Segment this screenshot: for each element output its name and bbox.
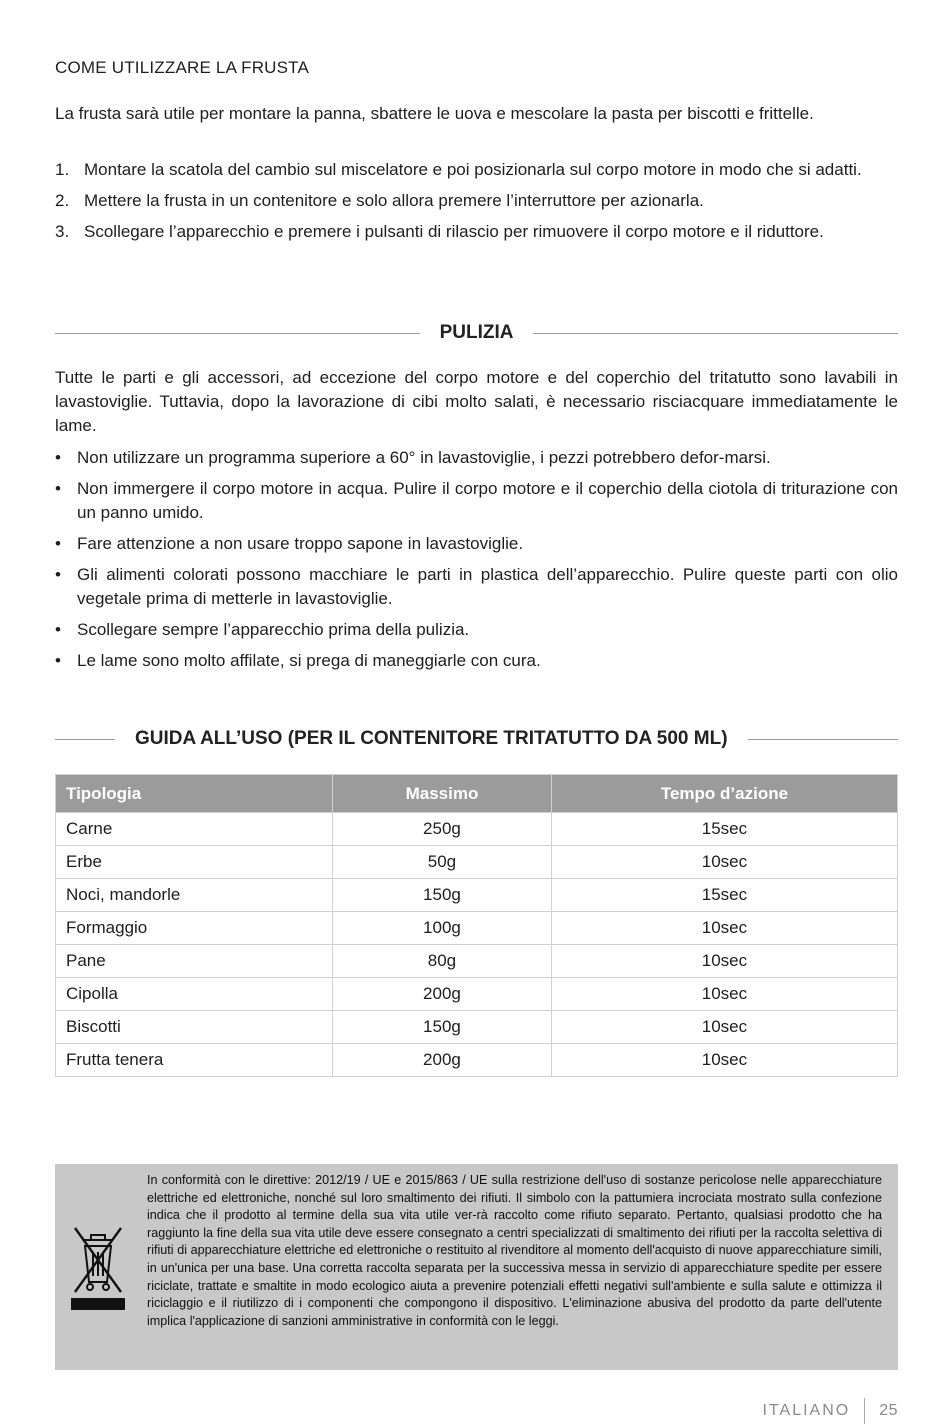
whisk-heading: COME UTILIZZARE LA FRUSTA bbox=[55, 58, 310, 77]
cell-type: Pane bbox=[56, 945, 333, 978]
weee-text: In conformità con le direttive: 2012/19 / UE e 2015/863 / UE sulla restrizione dell'uso di sostanze pericolose nelle apparecchiature elettriche ed elettroniche, nonché sul loro smaltimento dei rifiuti. Il simbolo con la pattumiera incrociata mostrato sulla confezione indica che il prodotto al termine della sua vita utile ver-rà raccolto come rifiuto separato. Pertanto, qualsiasi prodotto che ha raggiunto la fine della sua vita utile deve essere consegnato a centri specializzati di smaltimento dei rifiuti per la raccolta selettiva di rifiuti di apparecchiature elettriche ed elettroniche o restituito al rivenditore al momento dell'acquisto di nuove apparecchiature simili, in un'unica per una base. Una corretta raccolta separata per la successiva messa in servizio di apparecchiature spedite per essere riciclate, trattate e smaltite in modo ecologico aiuta a prevenire potenziali effetti negativi sull'ambiente e sulla salute e ottimizza il riciclaggio e il riutilizzo di i componenti che compongono il dispositivo. L'eliminazione abusiva del prodotto da parte dell'utente implica l'applicazione di sanzioni amministrative in conformità con le leggi. bbox=[147, 1173, 882, 1328]
cell-max: 150g bbox=[333, 879, 552, 912]
step-number: 1. bbox=[55, 160, 70, 179]
table-row bbox=[56, 1044, 898, 1077]
bullet-icon: • bbox=[55, 479, 61, 498]
whisk-intro: La frusta sarà utile per montare la panna, sbattere le uova e mescolare la pasta per biscotti e frittelle. bbox=[55, 104, 814, 123]
page-number: 25 bbox=[879, 1402, 898, 1419]
rule-line bbox=[55, 739, 115, 740]
cell-time: 15sec bbox=[551, 879, 897, 912]
cell-time: 10sec bbox=[551, 945, 897, 978]
step-number: 3. bbox=[55, 222, 70, 241]
weee-disposal-notice bbox=[55, 1164, 898, 1370]
cell-type: Cipolla bbox=[56, 978, 333, 1011]
bullet-item bbox=[55, 532, 898, 556]
usage-guide-table bbox=[55, 774, 898, 1077]
table-row bbox=[56, 846, 898, 879]
step-text: Mettere la frusta in un contenitore e solo allora premere l’interruttore per azionarla. bbox=[84, 191, 704, 210]
bullet-icon: • bbox=[55, 620, 61, 639]
cell-type: Formaggio bbox=[56, 912, 333, 945]
bullet-item bbox=[55, 446, 898, 470]
footer-language: ITALIANO bbox=[762, 1402, 851, 1419]
cleaning-intro: Tutte le parti e gli accessori, ad eccezione del corpo motore e del coperchio del tritatutto sono lavabili in lavastoviglie. Tuttavia, dopo la lavorazione di cibi molto salati, è necessario risciacquare immediatamente le lame. bbox=[55, 368, 898, 435]
bullet-text: Gli alimenti colorati possono macchiare le parti in plastica dell’apparecchio. Pulire queste parti con olio vegetale prima di metterle in lavastoviglie. bbox=[77, 565, 898, 608]
cell-max: 150g bbox=[333, 1011, 552, 1044]
bullet-text: Fare attenzione a non usare troppo sapone in lavastoviglie. bbox=[77, 534, 524, 553]
bullet-item bbox=[55, 477, 898, 525]
bullet-icon: • bbox=[55, 651, 61, 670]
bullet-icon: • bbox=[55, 448, 61, 467]
bullet-text: Non utilizzare un programma superiore a 60° in lavastoviglie, i pezzi potrebbero defor-marsi. bbox=[77, 448, 771, 467]
guide-section-header bbox=[55, 728, 898, 750]
step-item bbox=[55, 220, 898, 244]
cell-type: Noci, mandorle bbox=[56, 879, 333, 912]
cell-max: 80g bbox=[333, 945, 552, 978]
guide-title: GUIDA ALL’USO (PER IL CONTENITORE TRITATUTTO DA 500 ML) bbox=[135, 728, 728, 749]
page-footer bbox=[762, 1398, 898, 1424]
bullet-icon: • bbox=[55, 534, 61, 553]
rule-line bbox=[533, 333, 898, 334]
cleaning-section-header bbox=[55, 322, 898, 344]
bullet-text: Le lame sono molto affilate, si prega di maneggiarle con cura. bbox=[77, 651, 541, 670]
cell-time: 10sec bbox=[551, 1044, 897, 1077]
column-header-max: Massimo bbox=[333, 775, 552, 813]
cleaning-title: PULIZIA bbox=[439, 322, 514, 343]
footer-divider bbox=[864, 1398, 865, 1424]
bullet-text: Non immergere il corpo motore in acqua. Pulire il corpo motore e il coperchio della ciotola di triturazione con un panno umido. bbox=[77, 479, 898, 522]
bullet-icon: • bbox=[55, 565, 61, 584]
table-row bbox=[56, 945, 898, 978]
cell-type: Carne bbox=[56, 813, 333, 846]
cell-time: 10sec bbox=[551, 978, 897, 1011]
cell-max: 100g bbox=[333, 912, 552, 945]
crossed-bin-icon bbox=[69, 1222, 127, 1312]
table-row bbox=[56, 978, 898, 1011]
table-header-row bbox=[56, 775, 898, 813]
cell-type: Biscotti bbox=[56, 1011, 333, 1044]
column-header-type: Tipologia bbox=[56, 775, 333, 813]
bullet-item bbox=[55, 649, 898, 673]
bullet-text: Scollegare sempre l’apparecchio prima della pulizia. bbox=[77, 620, 470, 639]
rule-line bbox=[55, 333, 420, 334]
cell-time: 10sec bbox=[551, 912, 897, 945]
cell-max: 200g bbox=[333, 978, 552, 1011]
rule-line bbox=[748, 739, 898, 740]
table-row bbox=[56, 813, 898, 846]
table-row bbox=[56, 1011, 898, 1044]
table-row bbox=[56, 879, 898, 912]
cell-time: 15sec bbox=[551, 813, 897, 846]
step-text: Montare la scatola del cambio sul miscelatore e poi posizionarla sul corpo motore in modo che si adatti. bbox=[84, 160, 862, 179]
cell-type: Frutta tenera bbox=[56, 1044, 333, 1077]
cell-max: 200g bbox=[333, 1044, 552, 1077]
cell-type: Erbe bbox=[56, 846, 333, 879]
bullet-item bbox=[55, 563, 898, 611]
cell-max: 250g bbox=[333, 813, 552, 846]
table-row bbox=[56, 912, 898, 945]
bullet-item bbox=[55, 618, 898, 642]
step-item bbox=[55, 158, 898, 182]
step-item bbox=[55, 189, 898, 213]
cell-max: 50g bbox=[333, 846, 552, 879]
cell-time: 10sec bbox=[551, 1011, 897, 1044]
step-text: Scollegare l’apparecchio e premere i pulsanti di rilascio per rimuovere il corpo motore e il riduttore. bbox=[84, 222, 824, 241]
cell-time: 10sec bbox=[551, 846, 897, 879]
column-header-time: Tempo d’azione bbox=[551, 775, 897, 813]
cleaning-bullets bbox=[55, 446, 898, 680]
whisk-steps bbox=[55, 158, 898, 251]
step-number: 2. bbox=[55, 191, 70, 210]
